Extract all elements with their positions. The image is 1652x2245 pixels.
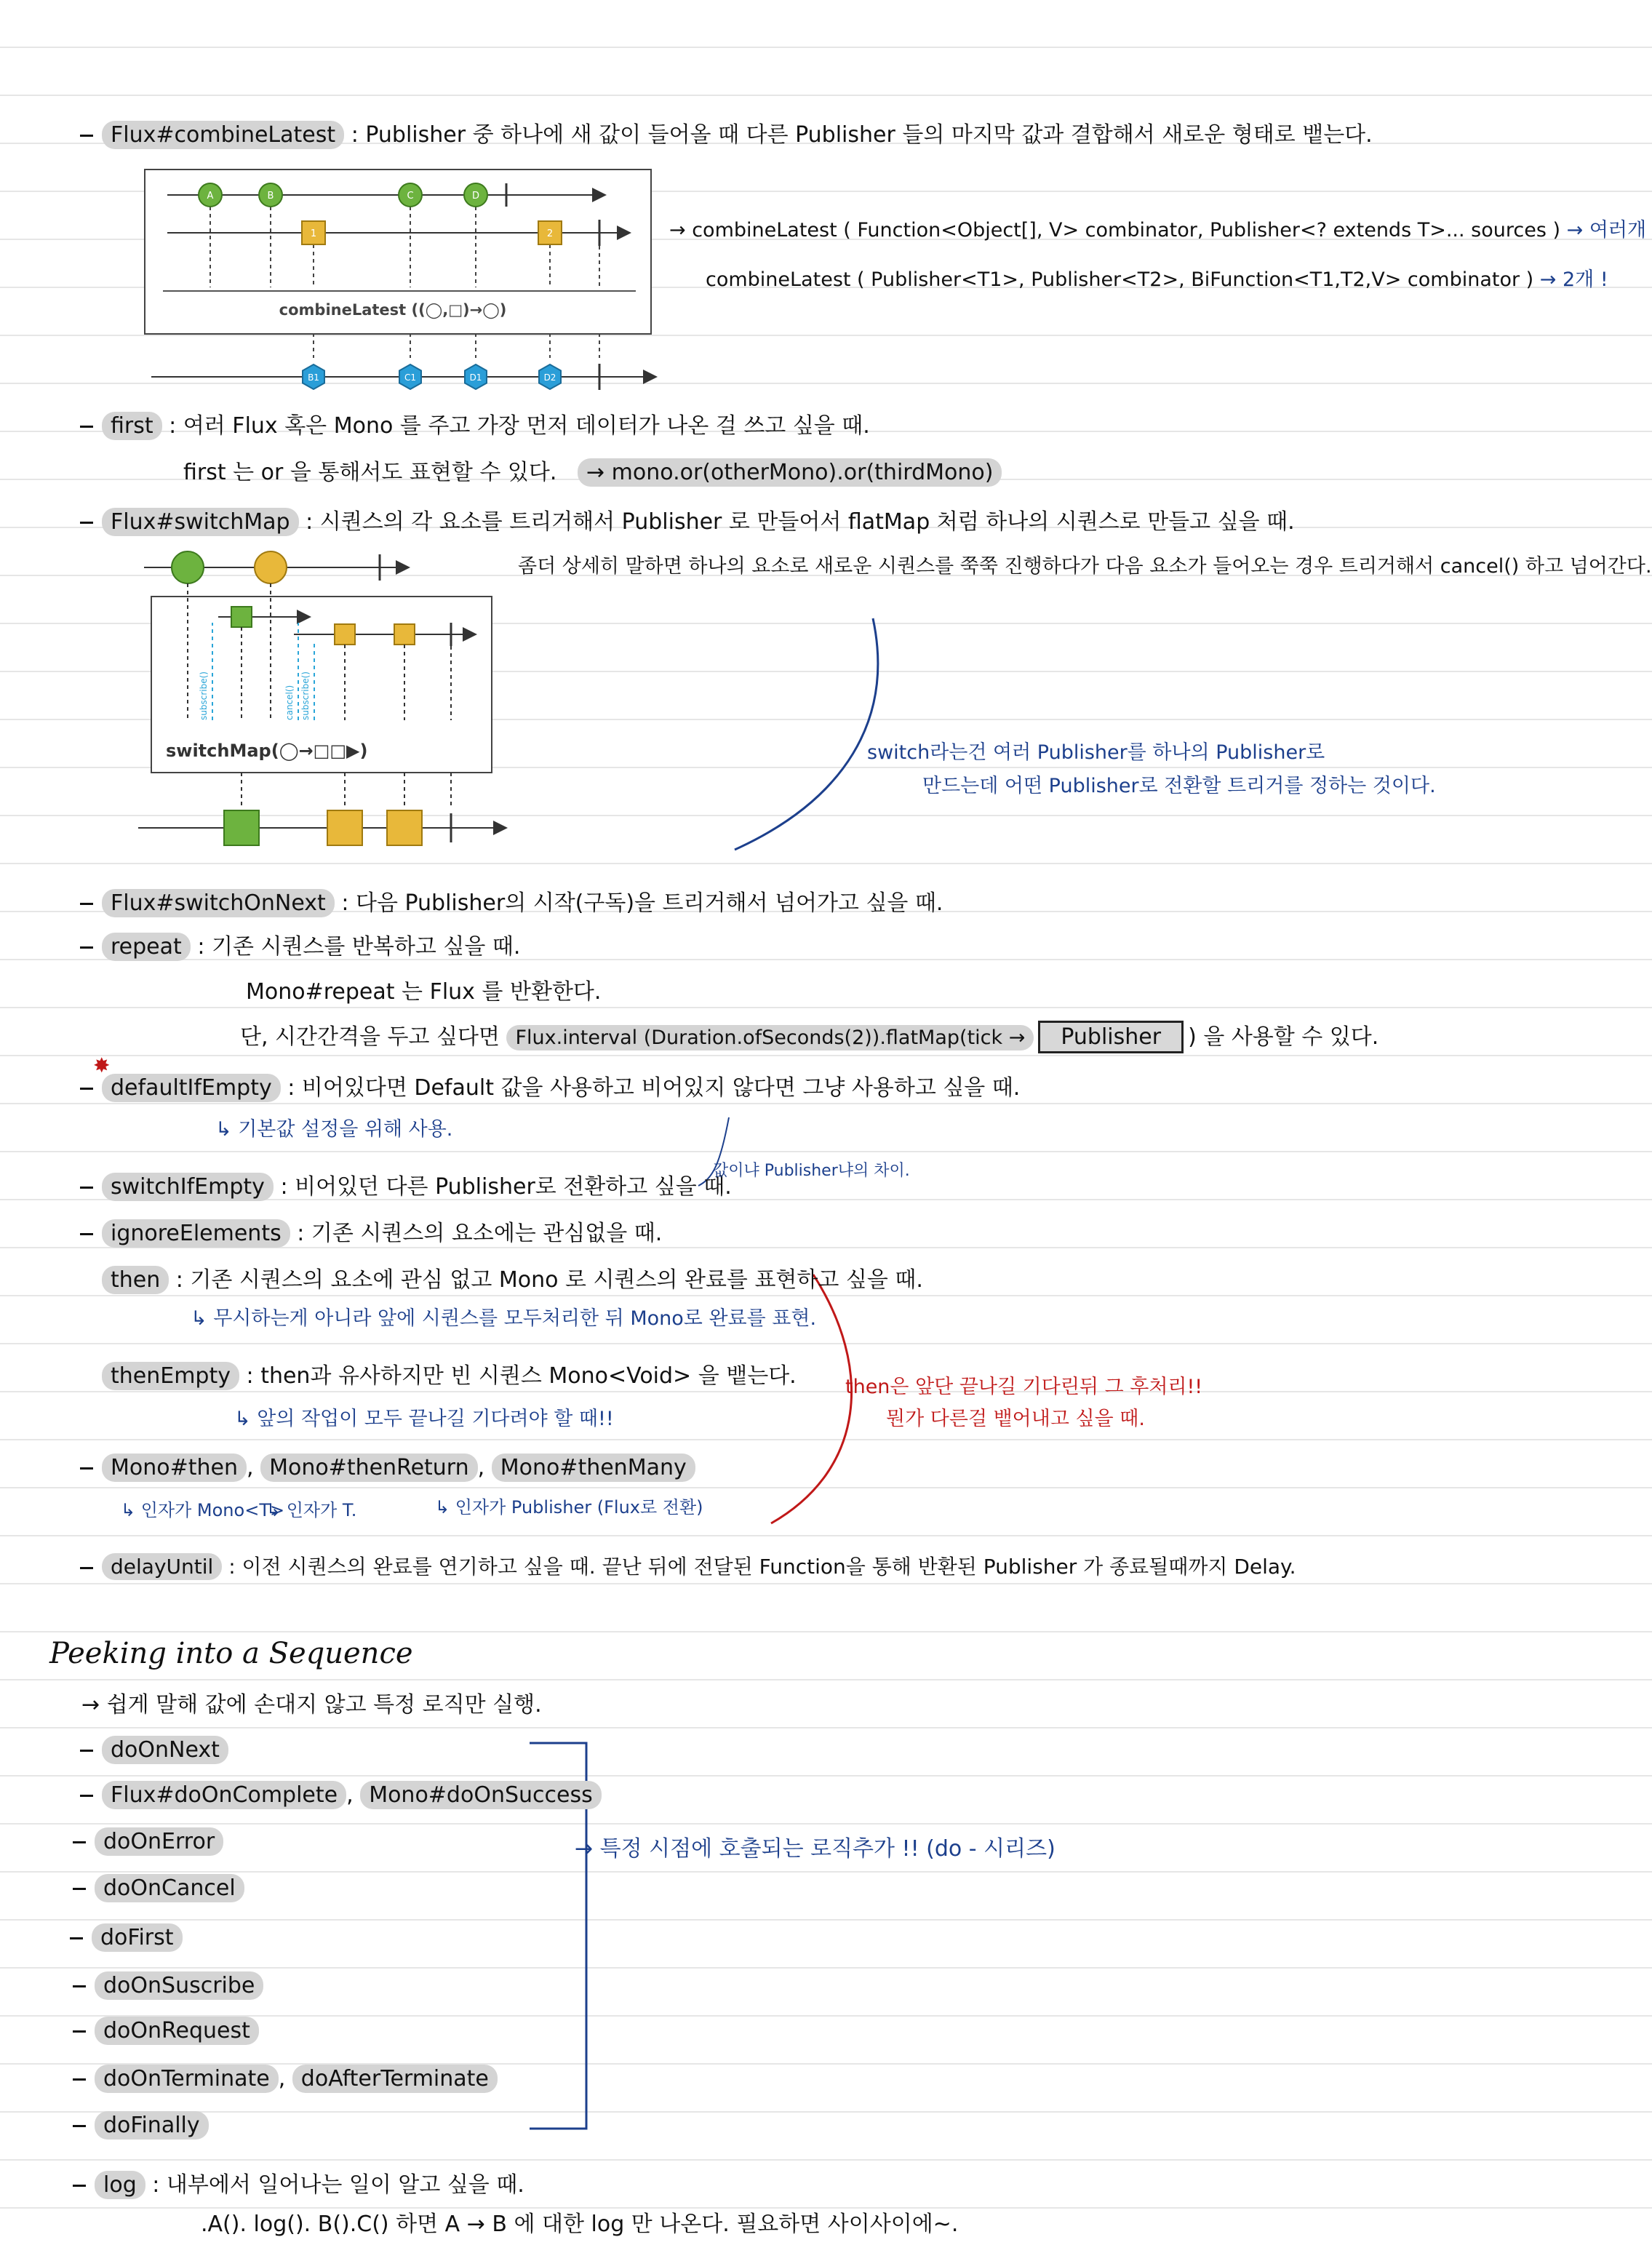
peek-item-7 [73, 2018, 259, 2043]
then-red-note-2: 뭔가 다른걸 뱉어내고 싶을 때. [886, 1408, 1145, 1430]
first-code: → mono.or(otherMono).or(thirdMono) [578, 458, 1002, 487]
bullet-dash [73, 2078, 86, 2081]
marble-b-label: B [267, 191, 274, 202]
repeat-code: Flux.interval (Duration.ofSeconds(2)).flatMap(tick → [506, 1025, 1034, 1050]
log-desc: : 내부에서 일어나는 일이 알고 싶을 때. [152, 2172, 524, 2198]
switch-inner-yellow-1 [335, 624, 355, 645]
peek-label: doOnSuscribe [95, 1971, 263, 2000]
switch-out-yellow-1 [327, 810, 362, 845]
switch-caption: switchMap(◯→□□▶) [166, 741, 368, 761]
then-line [102, 1261, 923, 1293]
switchifempty-label: switchIfEmpty [102, 1173, 274, 1201]
bullet-dash [73, 1888, 86, 1890]
bullet-dash [80, 946, 93, 949]
thenempty-label: thenEmpty [102, 1362, 239, 1390]
first-sub-line [183, 454, 1002, 486]
repeat-line [80, 928, 520, 960]
bullet-dash [73, 2185, 86, 2187]
bullet-dash [80, 1750, 93, 1752]
thenempty-line [102, 1357, 797, 1389]
peek-item-1 [80, 1737, 228, 1763]
bullet-dash [80, 1088, 93, 1090]
combine-desc: : Publisher 중 하나에 새 값이 들어올 때 다른 Publisher 들의 마지막 값과 결합해서 새로운 형태로 뱉는다. [351, 122, 1373, 148]
switch-side-label-2: cancel() [284, 685, 295, 720]
switch-blue-curve [735, 618, 878, 850]
switch-out-yellow-2 [387, 810, 422, 845]
monothen-note-1: ↳ 인자가 Mono<T> [121, 1500, 285, 1520]
defaultifempty-desc: : 비어있다면 Default 값을 사용하고 비어있지 않다면 그냥 사용하고 싶을 때. [287, 1075, 1021, 1101]
bullet-dash [80, 1467, 93, 1470]
switchmap-label: Flux#switchMap [102, 508, 299, 536]
switch-side-label-3: subscribe() [300, 671, 311, 720]
monothenmany-label: Mono#thenMany [492, 1454, 695, 1482]
marble-c-label: C [407, 191, 414, 202]
peek-label: doOnRequest [95, 2017, 259, 2045]
repeat-sub: Mono#repeat 는 Flux 를 반환한다. [246, 979, 602, 1005]
thenempty-note: ↳ 앞의 작업이 모두 끝나길 기다려야 할 때!! [234, 1408, 614, 1430]
then-note: ↳ 무시하는게 아니라 앞에 시퀀스를 모두처리한 뒤 Mono로 완료를 표현. [191, 1307, 817, 1330]
peeking-sub: → 쉽게 말해 값에 손대지 않고 특정 로직만 실행. [81, 1692, 542, 1718]
combine-caption: combineLatest ((◯,□)→◯) [279, 301, 507, 319]
bullet-dash [80, 426, 93, 428]
switchmap-line [80, 503, 1295, 535]
bullet-dash [80, 1233, 93, 1235]
star-icon: ✸ [93, 1053, 111, 1077]
repeat-sub2-pre: 단, 시간간격을 두고 싶다면 [240, 1024, 500, 1050]
repeat-desc: : 기존 시퀀스를 반복하고 싶을 때. [197, 934, 521, 960]
then-label: then [102, 1266, 169, 1294]
hex-b1-label: B1 [308, 372, 319, 383]
monothen-line: Mono#then , Mono#thenReturn , Mono#thenMany [80, 1455, 695, 1480]
peek-item-9 [73, 2113, 209, 2138]
ignoreelements-desc: : 기존 시퀀스의 요소에는 관심없을 때. [297, 1221, 663, 1246]
switchonnext-line [80, 885, 943, 917]
thenempty-desc: : then과 유사하지만 빈 시퀀스 Mono<Void> 을 뱉는다. [246, 1363, 797, 1389]
switchonnext-label: Flux#switchOnNext [102, 889, 335, 917]
peek-label: doOnError [95, 1827, 223, 1856]
switch-green-marble [172, 551, 204, 583]
hex-d2-label: D2 [543, 372, 556, 383]
switchifempty-desc: : 비어있던 다른 Publisher로 전환하고 싶을 때. [280, 1174, 732, 1200]
defaultifempty-note: ↳ 기본값 설정을 위해 사용. [215, 1118, 453, 1141]
bullet-dash [73, 1985, 86, 1987]
repeat-sub2-line [240, 1018, 1378, 1053]
repeat-code-post: ) 을 사용할 수 있다. [1188, 1024, 1379, 1050]
switchonnext-desc: : 다음 Publisher의 시작(구독)을 트리거해서 넘어가고 싶을 때. [341, 890, 943, 916]
ignoreelements-line [80, 1215, 662, 1247]
peek-item-6 [73, 1973, 263, 1998]
peek-item-5 [70, 1925, 183, 1950]
switchmap-blue-note-2: 만드는데 어떤 Publisher로 전환할 트리거를 정하는 것이다. [922, 775, 1436, 797]
peek-label: Flux#doOnComplete [102, 1781, 346, 1809]
peeking-bracket-note: → 특정 시점에 호출되는 로직추가 !! (do - 시리즈) [575, 1836, 1056, 1862]
switch-inner-green [231, 607, 252, 627]
switchmap-note: 좀더 상세히 말하면 하나의 요소로 새로운 시퀀스를 쭉쭉 진행하다가 다음 요소가 들어오는 경우 트리거해서 cancel() 하고 넘어간다. [518, 555, 1652, 578]
hex-d1-label: D1 [469, 372, 482, 383]
bullet-dash [80, 1187, 93, 1189]
bullet-dash [80, 522, 93, 524]
peek-label: doFirst [92, 1923, 183, 1952]
delayuntil-line [80, 1551, 1296, 1580]
peeking-title: Peeking into a Sequence [49, 1637, 413, 1670]
switchifempty-line [80, 1168, 732, 1200]
peek-item-8: doOnTerminate , doAfterTerminate [73, 2066, 498, 2092]
monothen-note-2: ↳ 인자가 T. [266, 1500, 357, 1520]
monothen-note-3: ↳ 인자가 Publisher (Flux로 전환) [435, 1497, 703, 1518]
bullet-dash [73, 2030, 86, 2033]
peek-label: doFinally [95, 2111, 209, 2140]
square-2-label: 2 [546, 228, 554, 239]
first-label: first [102, 412, 162, 440]
combine-sig2-note: → 2개 ! [1539, 268, 1608, 291]
switch-inner-yellow-2 [394, 624, 415, 645]
switchmap-desc: : 시퀀스의 각 요소를 트리거해서 Publisher 로 만들어서 flatMap 처럼 하나의 시퀀스로 만들고 싶을 때. [306, 509, 1295, 535]
bullet-dash [80, 1795, 93, 1797]
then-desc: : 기존 시퀀스의 요소에 관심 없고 Mono 로 시퀀스의 완료를 표현하고 싶을 때. [175, 1267, 923, 1293]
peek-label: doOnCancel [95, 1874, 244, 1902]
bullet-dash [80, 1567, 93, 1569]
first-sub: first 는 or 을 통해서도 표현할 수 있다. [183, 460, 557, 485]
first-desc: : 여러 Flux 혹은 Mono 를 주고 가장 먼저 데이터가 나온 걸 쓰고 싶을 때. [169, 413, 870, 439]
bullet-dash [80, 903, 93, 905]
switch-out-green [224, 810, 259, 845]
delayuntil-desc: : 이전 시퀀스의 완료를 연기하고 싶을 때. 끝난 뒤에 전달된 Function을 통해 반환된 Publisher 가 종료될때까지 Delay. [228, 1555, 1296, 1579]
bullet-dash [70, 1937, 83, 1939]
combine-sig1-note: → 여러개 [1566, 219, 1647, 242]
peek-label-2: Mono#doOnSuccess [360, 1781, 602, 1809]
combine-label: Flux#combineLatest [102, 121, 344, 149]
peek-label: doOnTerminate [95, 2065, 279, 2093]
defaultifempty-line [80, 1053, 1021, 1101]
hex-c1-label: C1 [404, 372, 417, 383]
combine-sig2-line [706, 263, 1608, 292]
switch-side-label-1: subscribe() [199, 671, 209, 720]
first-line [80, 407, 870, 439]
log-label: log [95, 2171, 145, 2199]
repeat-label: repeat [102, 933, 191, 961]
bullet-dash [73, 2125, 86, 2127]
log-line [73, 2166, 524, 2198]
ignoreelements-label: ignoreElements [102, 1219, 290, 1248]
square-1-label: 1 [310, 228, 317, 239]
switchifempty-note: 값이냐 Publisher냐의 차이. [713, 1162, 910, 1180]
delayuntil-label: delayUntil [102, 1553, 222, 1580]
peek-label: doOnNext [102, 1736, 228, 1764]
peek-item-4 [73, 1875, 244, 1901]
switch-yellow-marble [255, 551, 287, 583]
marble-a-label: A [207, 191, 214, 202]
combine-sig1: → combineLatest ( Function<Object[], V> combinator, Publisher<? extends T>... sources ) [669, 219, 1561, 242]
then-red-note-1: then은 앞단 끝나길 기다린뒤 그 후처리!! [845, 1376, 1203, 1398]
combine-sig1-line [669, 214, 1646, 242]
monothenreturn-label: Mono#thenReturn [260, 1454, 478, 1482]
defaultifempty-label: defaultIfEmpty [102, 1074, 281, 1102]
switchmap-blue-note-1: switch라는건 여러 Publisher를 하나의 Publisher로 [867, 741, 1325, 764]
log-sub: .A(). log(). B().C() 하면 A → B 에 대한 log 만 나온다. 필요하면 사이사이에~. [201, 2212, 959, 2237]
marble-d-label: D [471, 191, 480, 202]
combine-sig2: combineLatest ( Publisher<T1>, Publisher<T2>, BiFunction<T1,T2,V> combinator ) [706, 268, 1534, 291]
peek-label-2: doAfterTerminate [292, 2065, 498, 2093]
monothen-label: Mono#then [102, 1454, 247, 1482]
bullet-dash [73, 1841, 86, 1843]
peek-item-2: Flux#doOnComplete , Mono#doOnSuccess [80, 1782, 602, 1808]
repeat-publisher-box: Publisher [1038, 1021, 1184, 1053]
peek-item-3 [73, 1829, 223, 1854]
